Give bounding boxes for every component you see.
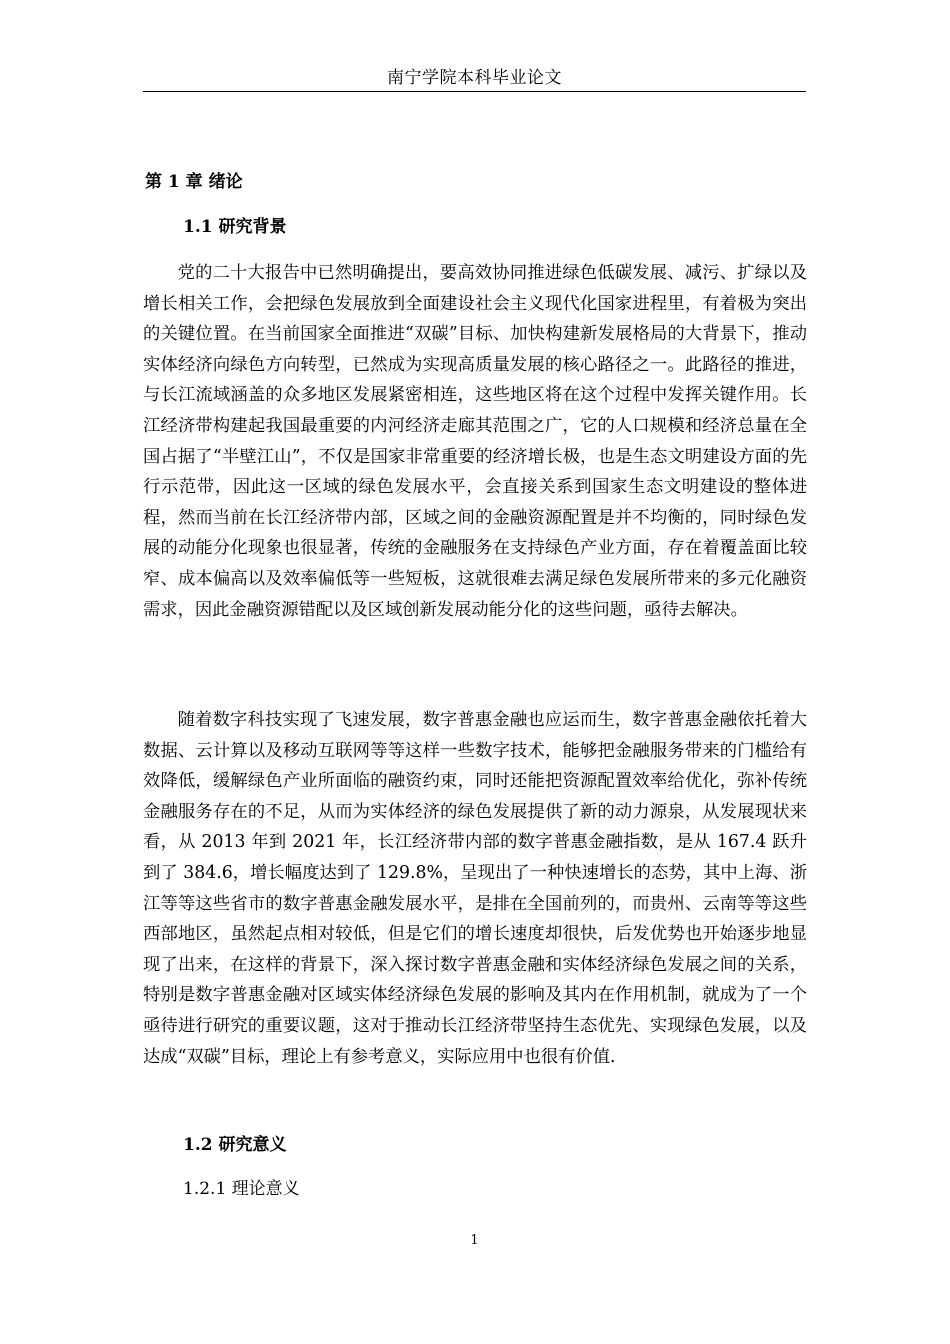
page-number: 1 (470, 1233, 479, 1248)
paragraph-background-1: 党的二十大报告中已然明确提出，要高效协同推进绿色低碳发展、减污、扩绿以及增长相关工作，会把绿色发展放到全面建设社会主义现代化国家进程里，有着极为突出的关键位置。在当前国家全面推进“双碳”目标、加快构建新发展格局的大背景下，推动实体经济向绿色方向转型，已然成为实现高质量发展的核心路径之一。此路径的推进，与长江流域涵盖的众多地区发展紧密相连，这些地区将在这个过程中发挥关键作用。长江经济带构建起我国最重要的内河经济走廊其范围之广，它的人口规模和经济总量在全国占据了“半壁江山”，不仅是国家非常重要的经济增长极，也是生态文明建设方面的先行示范带，因此这一区域的绿色发展水平，会直接关系到国家生态文明建设的整体进程，然而当前在长江经济带内部，区域之间的金融资源配置是并不均衡的，同时绿色发展的动能分化现象也很显著，传统的金融服务在支持绿色产业方面，存在着覆盖面比较窄、成本偏高以及效率偏低等一些短板，这就很难去满足绿色发展所带来的多元化融资需求，因此金融资源错配以及区域创新发展动能分化的这些问题，亟待去解决。 (143, 263, 807, 620)
header-divider (143, 91, 806, 92)
section-heading-background: 1.1 研究背景 (183, 217, 287, 237)
section-heading-significance: 1.2 研究意义 (183, 1135, 287, 1155)
page-header-title: 南宁学院本科毕业论文 (387, 68, 562, 88)
chapter-title: 第 1 章 绪论 (145, 172, 243, 192)
subsection-heading-theoretical: 1.2.1 理论意义 (183, 1179, 300, 1199)
paragraph-background-2: 随着数字科技实现了飞速发展，数字普惠金融也应运而生，数字普惠金融依托着大数据、云计算以及移动互联网等等这样一些数字技术，能够把金融服务带来的门槛给有效降低，缓解绿色产业所面临的融资约束，同时还能把资源配置效率给优化，弥补传统金融服务存在的不足，从而为实体经济的绿色发展提供了新的动力源泉，从发展现状来看，从 2013 年到 2021 年，长江经济带内部的数字普惠金融指数，是从 167.4 跃升到了 384.6，增长幅度达到了 129.8%，呈现出了一种快速增长的态势，其中上海、浙江等等这些省市的数字普惠金融发展水平，是排在全国前列的，而贵州、云南等等这些西部地区，虽然起点相对较低，但是它们的增长速度却很快，后发优势也开始逐步地显现了出来，在这样的背景下，深入探讨数字普惠金融和实体经济绿色发展之间的关系，特别是数字普惠金融对区域实体经济绿色发展的影响及其内在作用机制，就成为了一个亟待进行研究的重要议题，这对于推动长江经济带坚持生态优先、实现绿色发展，以及达成“双碳”目标，理论上有参考意义，实际应用中也很有价值. (143, 710, 807, 1067)
